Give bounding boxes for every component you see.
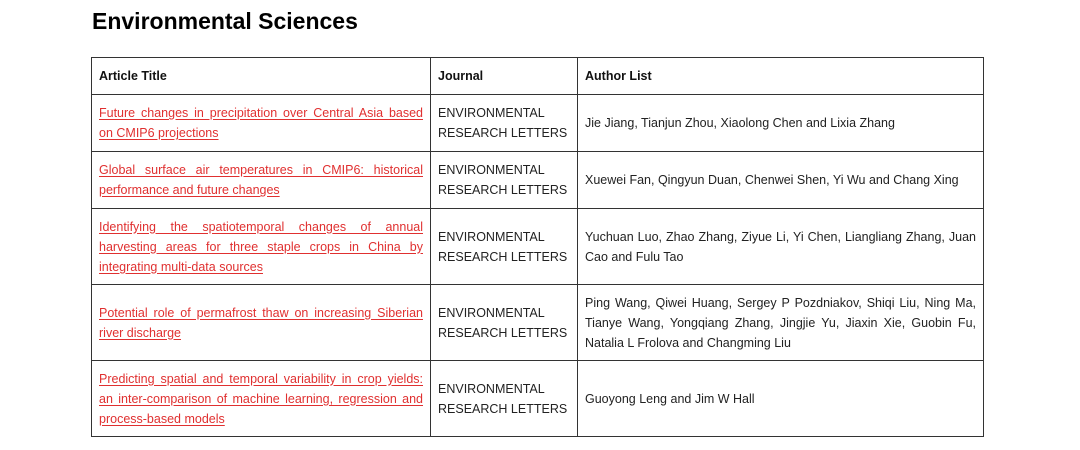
header-author-list: Author List xyxy=(578,58,984,95)
author-list-cell: Yuchuan Luo, Zhao Zhang, Ziyue Li, Yi Chen, Liangliang Zhang, Juan Cao and Fulu Tao xyxy=(578,209,984,285)
header-article-title: Article Title xyxy=(92,58,431,95)
header-journal: Journal xyxy=(431,58,578,95)
journal-cell: ENVIRONMENTAL RESEARCH LETTERS xyxy=(431,209,578,285)
articles-table xyxy=(91,57,984,437)
table-row xyxy=(92,285,984,361)
article-title-cell xyxy=(92,209,431,285)
journal-cell: ENVIRONMENTAL RESEARCH LETTERS xyxy=(431,285,578,361)
article-title-link[interactable]: Global surface air temperatures in CMIP6: historical performance and future changes xyxy=(99,163,423,197)
table-row xyxy=(92,95,984,152)
author-list-cell: Xuewei Fan, Qingyun Duan, Chenwei Shen, Yi Wu and Chang Xing xyxy=(578,152,984,209)
article-title-cell xyxy=(92,95,431,152)
article-title-link[interactable]: Future changes in precipitation over Central Asia based on CMIP6 projections xyxy=(99,106,423,140)
article-title-link[interactable]: Identifying the spatiotemporal changes of annual harvesting areas for three staple crops in China by integrating multi-data sources xyxy=(99,219,423,274)
author-list-cell: Jie Jiang, Tianjun Zhou, Xiaolong Chen and Lixia Zhang xyxy=(578,95,984,152)
author-list-cell: Ping Wang, Qiwei Huang, Sergey P Pozdniakov, Shiqi Liu, Ning Ma, Tianye Wang, Yongqiang Zhang, Jingjie Yu, Jiaxin Xie, Guobin Fu, Natalia L Frolova and Changming Liu xyxy=(578,285,984,361)
article-title-link[interactable]: Potential role of permafrost thaw on increasing Siberian river discharge xyxy=(99,305,423,340)
journal-cell: ENVIRONMENTAL RESEARCH LETTERS xyxy=(431,95,578,152)
article-title-link[interactable]: Predicting spatial and temporal variability in crop yields: an inter-comparison of machine learning, regression and process-based models xyxy=(99,371,423,426)
table-row xyxy=(92,361,984,437)
journal-cell: ENVIRONMENTAL RESEARCH LETTERS xyxy=(431,361,578,437)
article-title-cell xyxy=(92,285,431,361)
page-title: Environmental Sciences xyxy=(92,8,358,34)
table-row xyxy=(92,209,984,285)
author-list-cell: Guoyong Leng and Jim W Hall xyxy=(578,361,984,437)
table-row xyxy=(92,152,984,209)
table-header-row xyxy=(92,58,984,95)
article-title-cell xyxy=(92,361,431,437)
journal-cell: ENVIRONMENTAL RESEARCH LETTERS xyxy=(431,152,578,209)
article-title-cell xyxy=(92,152,431,209)
